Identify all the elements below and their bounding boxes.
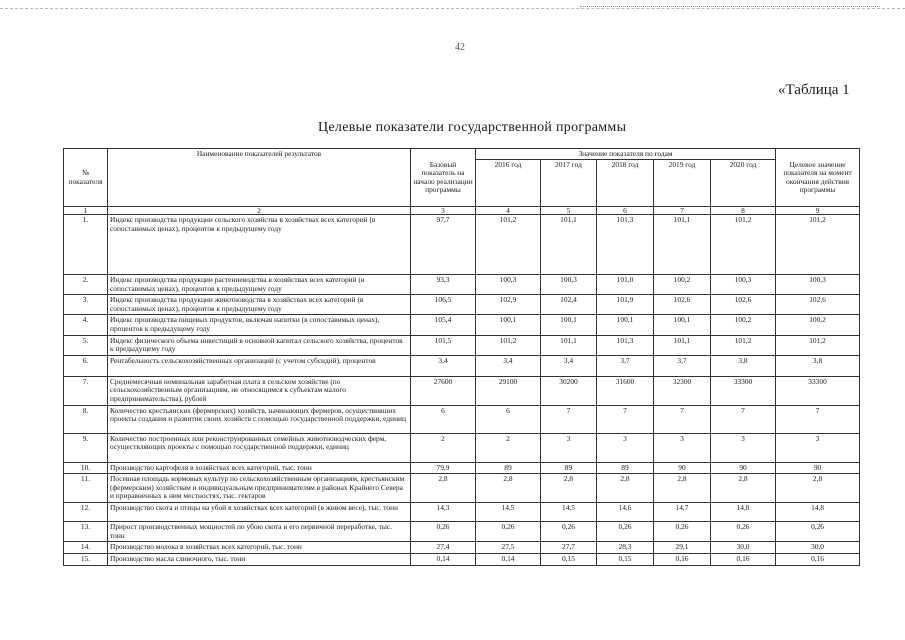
indicator-name-cell: Производство молока в хозяйствах всех категорий, тыс. тонн (108, 542, 411, 554)
year-value-cell: 3 (711, 433, 776, 462)
indicator-name-cell: Индекс производства продукции растениеводства в хозяйствах всех категорий (в сопоставимых ценах), процентов к предыдущему году (108, 275, 411, 295)
column-number: 9 (776, 207, 860, 215)
column-number: 6 (597, 207, 654, 215)
base-value-cell: 27,4 (411, 542, 476, 554)
target-value-cell: 102,6 (776, 295, 860, 315)
year-value-cell: 3 (541, 433, 597, 462)
year-value-cell: 100,3 (476, 275, 541, 295)
target-value-cell: 0,16 (776, 553, 860, 565)
year-value-cell: 101,9 (597, 295, 654, 315)
year-value-cell: 102,6 (654, 295, 711, 315)
year-value-cell: 101,2 (476, 215, 541, 275)
row-number-cell: 9. (64, 433, 108, 462)
base-value-cell: 2,8 (411, 474, 476, 503)
year-value-cell: 0,26 (476, 522, 541, 542)
target-value-cell: 0,26 (776, 522, 860, 542)
table-row (64, 376, 860, 405)
year-value-cell: 101,2 (711, 335, 776, 355)
year-value-cell: 89 (597, 462, 654, 474)
header-name: Наименование показателей результатов (108, 149, 411, 207)
header-year-2016: 2016 год (476, 160, 541, 207)
table-row (64, 275, 860, 295)
table-row (64, 522, 860, 542)
year-value-cell: 100,1 (541, 315, 597, 335)
year-value-cell: 101,1 (541, 335, 597, 355)
indicator-name-cell: Производство масла сливочного, тыс. тонн (108, 553, 411, 565)
header-target: Целевое значение показателя на момент окончания действия программы (776, 149, 860, 207)
year-value-cell: 101,3 (597, 335, 654, 355)
year-value-cell: 90 (711, 462, 776, 474)
year-value-cell: 100,1 (597, 315, 654, 335)
year-value-cell: 0,26 (541, 522, 597, 542)
year-value-cell: 29,1 (654, 542, 711, 554)
page-number: 42 (455, 42, 465, 53)
base-value-cell: 27600 (411, 376, 476, 405)
year-value-cell: 101,1 (541, 215, 597, 275)
indicator-name-cell: Индекс производства пищевых продуктов, включая напитки (в сопоставимых ценах), процентов к предыдущему году (108, 315, 411, 335)
base-value-cell: 14,3 (411, 503, 476, 522)
year-value-cell: 14,8 (711, 503, 776, 522)
indicator-name-cell: Индекс производства продукции животноводства в хозяйствах всех категорий (в сопоставимых ценах), процентов к предыдущему году (108, 295, 411, 315)
year-value-cell: 3,7 (597, 355, 654, 376)
year-value-cell: 14,5 (541, 503, 597, 522)
year-value-cell: 0,16 (711, 553, 776, 565)
year-value-cell: 101,1 (654, 335, 711, 355)
column-number: 4 (476, 207, 541, 215)
scan-artifact-line (580, 6, 880, 7)
column-number: 7 (654, 207, 711, 215)
header-year-2019: 2019 год (654, 160, 711, 207)
scan-artifact-line (0, 8, 905, 9)
indicator-name-cell: Прирост производственных мощностей по убою скота и его первичной переработке, тыс. тонн (108, 522, 411, 542)
base-value-cell: 93,3 (411, 275, 476, 295)
row-number-cell: 6. (64, 355, 108, 376)
year-value-cell: 89 (476, 462, 541, 474)
column-number: 1 (64, 207, 108, 215)
year-value-cell: 27,5 (476, 542, 541, 554)
year-value-cell: 14,7 (654, 503, 711, 522)
column-number: 5 (541, 207, 597, 215)
base-value-cell: 105,4 (411, 315, 476, 335)
column-number: 3 (411, 207, 476, 215)
base-value-cell: 2 (411, 433, 476, 462)
target-value-cell: 100,2 (776, 315, 860, 335)
table-row (64, 462, 860, 474)
year-value-cell: 0,14 (476, 553, 541, 565)
target-value-cell: 7 (776, 405, 860, 433)
year-value-cell: 101,0 (597, 275, 654, 295)
year-value-cell: 14,6 (597, 503, 654, 522)
year-value-cell: 102,6 (711, 295, 776, 315)
target-value-cell: 101,2 (776, 215, 860, 275)
base-value-cell: 6 (411, 405, 476, 433)
row-number-cell: 8. (64, 405, 108, 433)
year-value-cell: 101,3 (597, 215, 654, 275)
column-numbers-row (64, 207, 860, 215)
year-value-cell: 100,1 (476, 315, 541, 335)
table-row (64, 433, 860, 462)
indicator-name-cell: Количество крестьянских (фермерских) хозяйств, начинающих фермеров, осуществивших проекты создания и развития своих хозяйств с помощью государственной поддержки, единиц (108, 405, 411, 433)
header-base: Базовый показатель на начало реализации программы (411, 149, 476, 207)
year-value-cell: 7 (654, 405, 711, 433)
base-value-cell: 3,4 (411, 355, 476, 376)
year-value-cell: 31600 (597, 376, 654, 405)
year-value-cell: 7 (711, 405, 776, 433)
year-value-cell: 2,8 (654, 474, 711, 503)
target-value-cell: 14,8 (776, 503, 860, 522)
indicator-name-cell: Производство картофеля в хозяйствах всех категорий, тыс. тонн (108, 462, 411, 474)
year-value-cell: 100,3 (711, 275, 776, 295)
year-value-cell: 0,26 (597, 522, 654, 542)
year-value-cell: 30,0 (711, 542, 776, 554)
header-years-group: Значение показателя по годам (476, 149, 776, 160)
row-number-cell: 14. (64, 542, 108, 554)
header-year-2020: 2020 год (711, 160, 776, 207)
table-row (64, 503, 860, 522)
indicator-name-cell: Индекс физического объема инвестиций в основной капитал сельского хозяйства, процентов к предыдущему году (108, 335, 411, 355)
indicator-name-cell: Посевная площадь кормовых культур по сельскохозяйственным организациям, крестьянским (фермерским) хозяйствам и индивидуальным предпринимателям в районах Крайнего Севера и приравненных к ним местностях, тыс. гектаров (108, 474, 411, 503)
target-value-cell: 30,0 (776, 542, 860, 554)
year-value-cell: 3 (654, 433, 711, 462)
year-value-cell: 100,2 (654, 275, 711, 295)
table-row (64, 315, 860, 335)
year-value-cell: 29100 (476, 376, 541, 405)
base-value-cell: 101,5 (411, 335, 476, 355)
year-value-cell: 102,9 (476, 295, 541, 315)
base-value-cell: 106,5 (411, 295, 476, 315)
year-value-cell: 3,4 (476, 355, 541, 376)
header-year-2018: 2018 год (597, 160, 654, 207)
year-value-cell: 0,16 (654, 553, 711, 565)
table-row (64, 553, 860, 565)
table-row (64, 295, 860, 315)
table-row (64, 542, 860, 554)
year-value-cell: 27,7 (541, 542, 597, 554)
year-value-cell: 7 (597, 405, 654, 433)
header-year-2017: 2017 год (541, 160, 597, 207)
target-value-cell: 100,3 (776, 275, 860, 295)
year-value-cell: 100,3 (541, 275, 597, 295)
row-number-cell: 7. (64, 376, 108, 405)
year-value-cell: 100,1 (654, 315, 711, 335)
year-value-cell: 3,4 (541, 355, 597, 376)
indicator-name-cell: Производство скота и птицы на убой в хозяйствах всех категорий (в живом весе), тыс. тонн (108, 503, 411, 522)
table-label: «Таблица 1 (778, 82, 850, 98)
column-number: 2 (108, 207, 411, 215)
table-row (64, 474, 860, 503)
year-value-cell: 90 (654, 462, 711, 474)
row-number-cell: 11. (64, 474, 108, 503)
year-value-cell: 100,2 (711, 315, 776, 335)
year-value-cell: 0,26 (654, 522, 711, 542)
year-value-cell: 3,7 (654, 355, 711, 376)
base-value-cell: 97,7 (411, 215, 476, 275)
year-value-cell: 33300 (711, 376, 776, 405)
year-value-cell: 2,8 (597, 474, 654, 503)
row-number-cell: 3. (64, 295, 108, 315)
table-row (64, 335, 860, 355)
base-value-cell: 0,26 (411, 522, 476, 542)
column-number: 8 (711, 207, 776, 215)
year-value-cell: 3 (597, 433, 654, 462)
year-value-cell: 7 (541, 405, 597, 433)
target-value-cell: 33300 (776, 376, 860, 405)
year-value-cell: 0,15 (541, 553, 597, 565)
indicator-name-cell: Рентабельность сельскохозяйственных организаций (с учетом субсидий), процентов (108, 355, 411, 376)
table-row (64, 215, 860, 275)
year-value-cell: 28,3 (597, 542, 654, 554)
year-value-cell: 14,5 (476, 503, 541, 522)
target-value-cell: 90 (776, 462, 860, 474)
year-value-cell: 32300 (654, 376, 711, 405)
year-value-cell: 6 (476, 405, 541, 433)
year-value-cell: 2,8 (711, 474, 776, 503)
base-value-cell: 79,9 (411, 462, 476, 474)
row-number-cell: 15. (64, 553, 108, 565)
year-value-cell: 3,8 (711, 355, 776, 376)
year-value-cell: 2,8 (476, 474, 541, 503)
indicator-name-cell: Индекс производства продукции сельского хозяйства в хозяйствах всех категорий (в сопоставимых ценах), процентов к предыдущему году (108, 215, 411, 275)
indicator-name-cell: Среднемесячная номинальная заработная плата в сельском хозяйстве (по сельскохозяйственным организациям, не относящимся к субъектам малого предпринимательства), рублей (108, 376, 411, 405)
target-value-cell: 2,8 (776, 474, 860, 503)
document-title: Целевые показатели государственной программы (318, 120, 627, 135)
target-value-cell: 101,2 (776, 335, 860, 355)
row-number-cell: 2. (64, 275, 108, 295)
year-value-cell: 102,4 (541, 295, 597, 315)
table-row (64, 405, 860, 433)
year-value-cell: 101,2 (476, 335, 541, 355)
year-value-cell: 101,1 (654, 215, 711, 275)
row-number-cell: 5. (64, 335, 108, 355)
year-value-cell: 30200 (541, 376, 597, 405)
row-number-cell: 4. (64, 315, 108, 335)
target-value-cell: 3,8 (776, 355, 860, 376)
year-value-cell: 2 (476, 433, 541, 462)
row-number-cell: 12. (64, 503, 108, 522)
year-value-cell: 101,2 (711, 215, 776, 275)
indicator-name-cell: Количество построенных или реконструированных семейных животноводческих ферм, осуществляющих проекты с помощью государственной поддержки, единиц (108, 433, 411, 462)
table-row (64, 355, 860, 376)
base-value-cell: 0,14 (411, 553, 476, 565)
year-value-cell: 0,15 (597, 553, 654, 565)
year-value-cell: 0,26 (711, 522, 776, 542)
header-no: № показателя (64, 149, 108, 207)
row-number-cell: 1. (64, 215, 108, 275)
row-number-cell: 13. (64, 522, 108, 542)
year-value-cell: 89 (541, 462, 597, 474)
row-number-cell: 10. (64, 462, 108, 474)
target-indicators-table (63, 148, 860, 566)
target-value-cell: 3 (776, 433, 860, 462)
year-value-cell: 2,8 (541, 474, 597, 503)
